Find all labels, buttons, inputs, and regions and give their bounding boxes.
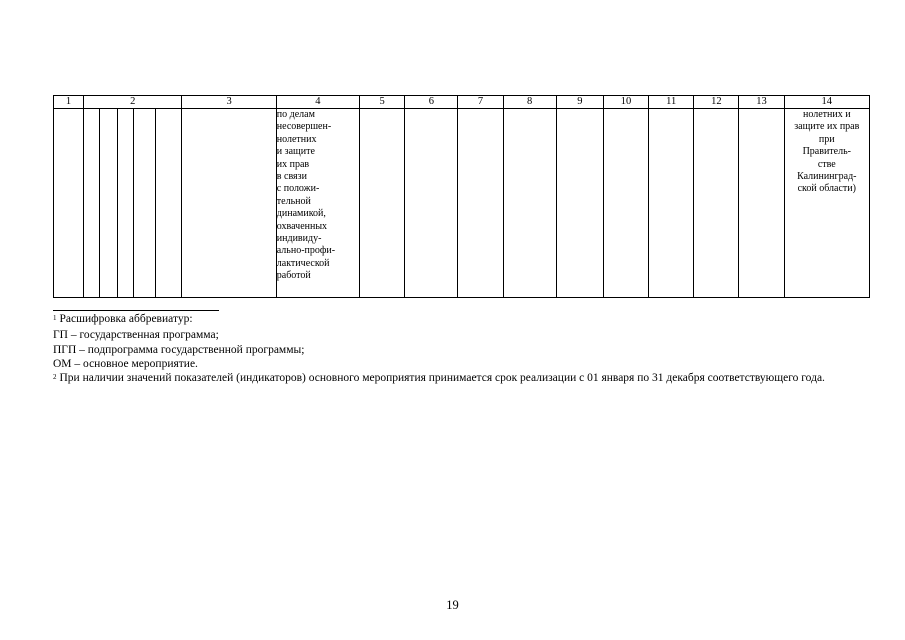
col-header-1: 1	[54, 96, 84, 109]
cell-col-2c	[118, 109, 134, 298]
col-header-7: 7	[458, 96, 503, 109]
cell-col-5	[360, 109, 405, 298]
col-header-8: 8	[503, 96, 556, 109]
footnote-2	[53, 371, 858, 385]
footnote-2-text: При наличии значений показателей (индикаторов) основного мероприятия принимается срок реализации с 01 января по 31 декабря соответствующего года.	[59, 372, 825, 384]
cell-col-4: по делам несовершен- нолетних и защите их прав в связи с положи- тельной динамикой, охваченных индивиду- ально-профи- лактической работой	[276, 109, 359, 298]
cell-col-14: нолетних и защите их прав при Правитель- стве Калининград- ской области)	[784, 109, 869, 298]
col-header-12: 12	[694, 96, 739, 109]
footnote-2-mark: 2	[53, 373, 57, 381]
header-row	[54, 96, 870, 109]
col-header-11: 11	[649, 96, 694, 109]
indicator-table	[53, 95, 870, 298]
footnote-1-title	[53, 312, 193, 326]
cell-col-2b	[100, 109, 118, 298]
col-header-13: 13	[739, 96, 784, 109]
cell-col-2d	[134, 109, 156, 298]
cell-col-10	[603, 109, 648, 298]
cell-col-7	[458, 109, 503, 298]
cell-col-3	[182, 109, 276, 298]
abbr-om: ОМ – основное мероприятие.	[53, 358, 198, 370]
footnote-1-text: Расшифровка аббревиатур:	[59, 313, 193, 325]
col-header-9: 9	[556, 96, 603, 109]
abbr-pgp: ПГП – подпрограмма государственной программы;	[53, 344, 305, 356]
cell-col-11	[649, 109, 694, 298]
cell-col-1	[54, 109, 84, 298]
cell-col-12	[694, 109, 739, 298]
cell-col-13	[739, 109, 784, 298]
footnote-separator	[53, 310, 219, 311]
col-header-6: 6	[405, 96, 458, 109]
footnote-1-mark: 1	[53, 314, 57, 322]
col-header-3: 3	[182, 96, 276, 109]
col-header-10: 10	[603, 96, 648, 109]
cell-col-8	[503, 109, 556, 298]
cell-col-2e	[156, 109, 182, 298]
page-number: 19	[446, 598, 459, 612]
col-header-2: 2	[84, 96, 182, 109]
col-header-4: 4	[276, 96, 359, 109]
col-header-14: 14	[784, 96, 869, 109]
cell-col-2a	[84, 109, 100, 298]
table-row	[54, 109, 870, 298]
col-header-5: 5	[360, 96, 405, 109]
cell-col-6	[405, 109, 458, 298]
cell-col-9	[556, 109, 603, 298]
abbr-gp: ГП – государственная программа;	[53, 329, 219, 341]
